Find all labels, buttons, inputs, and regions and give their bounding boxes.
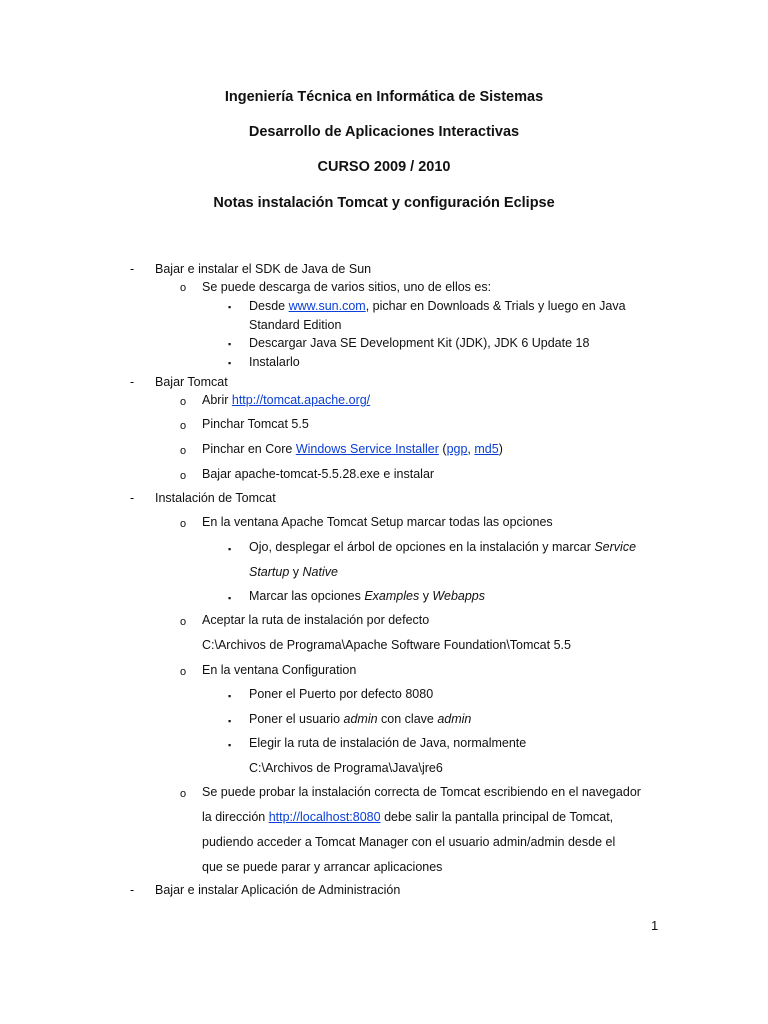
- list-item-jdk: Descargar Java SE Development Kit (JDK), JDK 6 Update 18: [249, 336, 590, 350]
- list-item-options-tree: [249, 539, 636, 555]
- list-item-install: Instalarlo: [249, 355, 300, 369]
- text: Ojo, desplegar el árbol de opciones en la instalación y marcar: [249, 540, 595, 554]
- text: Abrir: [202, 393, 232, 407]
- text: admin: [437, 712, 472, 726]
- text: Examples: [364, 589, 420, 603]
- localhost-link[interactable]: http://localhost:8080: [268, 810, 381, 824]
- list-marker-circle: o: [180, 396, 187, 408]
- list-item-sdk: Bajar e instalar el SDK de Java de Sun: [155, 262, 372, 276]
- text: Native: [302, 565, 338, 579]
- list-item-sources: Se puede descarga de varios sitios, uno de ellos es:: [202, 280, 492, 294]
- sun-link[interactable]: www.sun.com: [288, 299, 366, 313]
- text: Poner el usuario: [249, 712, 344, 726]
- list-marker-dash: -: [130, 883, 135, 897]
- text: la dirección: [202, 810, 269, 824]
- list-item-tomcat-install: Instalación de Tomcat: [155, 491, 276, 505]
- title-academic-year: CURSO 2009 / 2010: [317, 159, 451, 175]
- list-item-java-path: Elegir la ruta de instalación de Java, normalmente: [249, 736, 527, 750]
- list-item-java-path-value: C:\Archivos de Programa\Java\jre6: [249, 761, 443, 775]
- text: Pinchar en Core: [202, 442, 296, 456]
- text: con clave: [377, 712, 438, 726]
- list-item-sun-download-cont: Standard Edition: [249, 318, 342, 332]
- text: Webapps: [432, 589, 486, 603]
- text: Desde: [249, 299, 289, 313]
- list-item-user: [249, 711, 471, 727]
- windows-installer-link[interactable]: Windows Service Installer: [295, 442, 439, 456]
- text: Startup: [249, 565, 290, 579]
- list-marker-square: ▪: [228, 302, 232, 312]
- list-item-port: Poner el Puerto por defecto 8080: [249, 687, 434, 701]
- title-degree: Ingeniería Técnica en Informática de Sistemas: [224, 89, 544, 105]
- list-item-configuration: En la ventana Configuration: [202, 663, 357, 677]
- list-marker-circle: o: [180, 518, 187, 530]
- list-marker-square: ▪: [228, 740, 232, 750]
- list-marker-circle: o: [180, 470, 187, 482]
- list-marker-dash: -: [130, 491, 135, 505]
- text: debe salir la pantalla principal de Tomcat,: [380, 810, 614, 824]
- text: (: [438, 442, 447, 456]
- page-number: 1: [651, 918, 659, 933]
- list-item-default-path: Aceptar la ruta de instalación por defecto: [202, 613, 430, 627]
- text: ): [498, 442, 503, 456]
- title-notes: Notas instalación Tomcat y configuración Eclipse: [213, 195, 555, 211]
- list-marker-circle: o: [180, 282, 187, 294]
- list-item-tomcat: Bajar Tomcat: [155, 375, 228, 389]
- pgp-link[interactable]: pgp: [446, 442, 468, 456]
- list-marker-circle: o: [180, 788, 187, 800]
- list-item-open: [202, 392, 370, 408]
- list-item-setup-window: En la ventana Apache Tomcat Setup marcar todas las opciones: [202, 515, 553, 529]
- document-header: [0, 88, 768, 212]
- list-marker-square: ▪: [228, 544, 232, 554]
- text: y: [289, 565, 303, 579]
- list-item-test-install-cont: [202, 809, 613, 825]
- list-item-admin-app: Bajar e instalar Aplicación de Administración: [155, 883, 401, 897]
- list-marker-circle: o: [180, 666, 187, 678]
- list-marker-square: ▪: [228, 339, 232, 349]
- list-item-tomcat55: Pinchar Tomcat 5.5: [202, 417, 309, 431]
- list-marker-square: ▪: [228, 691, 232, 701]
- list-marker-circle: o: [180, 616, 187, 628]
- list-item-core: [202, 441, 503, 457]
- list-marker-circle: o: [180, 445, 187, 457]
- list-marker-dash: -: [130, 375, 135, 389]
- text: ,: [467, 442, 475, 456]
- tomcat-link[interactable]: http://tomcat.apache.org/: [231, 393, 371, 407]
- list-item-test-install-cont: pudiendo acceder a Tomcat Manager con el usuario admin/admin desde el: [202, 835, 616, 849]
- list-marker-square: ▪: [228, 716, 232, 726]
- title-course-name: Desarrollo de Aplicaciones Interactivas: [248, 124, 520, 140]
- list-marker-square: ▪: [228, 593, 232, 603]
- list-item-download-exe: Bajar apache-tomcat-5.5.28.exe e instalar: [202, 467, 435, 481]
- text: y: [419, 589, 433, 603]
- md5-link[interactable]: md5: [474, 442, 499, 456]
- text: admin: [343, 712, 378, 726]
- list-item-test-install-cont: que se puede parar y arrancar aplicaciones: [202, 860, 443, 874]
- text: Marcar las opciones: [249, 589, 365, 603]
- list-item-default-path-value: C:\Archivos de Programa\Apache Software Foundation\Tomcat 5.5: [202, 638, 571, 652]
- list-item-examples: [249, 588, 485, 604]
- text: , pichar en Downloads & Trials y luego en Java: [365, 299, 626, 313]
- list-marker-dash: -: [130, 262, 135, 276]
- list-item-test-install: Se puede probar la instalación correcta de Tomcat escribiendo en el navegador: [202, 785, 641, 799]
- list-marker-square: ▪: [228, 358, 232, 368]
- list-item-options-tree-cont: [249, 564, 338, 580]
- text: Service: [594, 540, 637, 554]
- list-item-sun-download: [249, 298, 626, 314]
- list-marker-circle: o: [180, 420, 187, 432]
